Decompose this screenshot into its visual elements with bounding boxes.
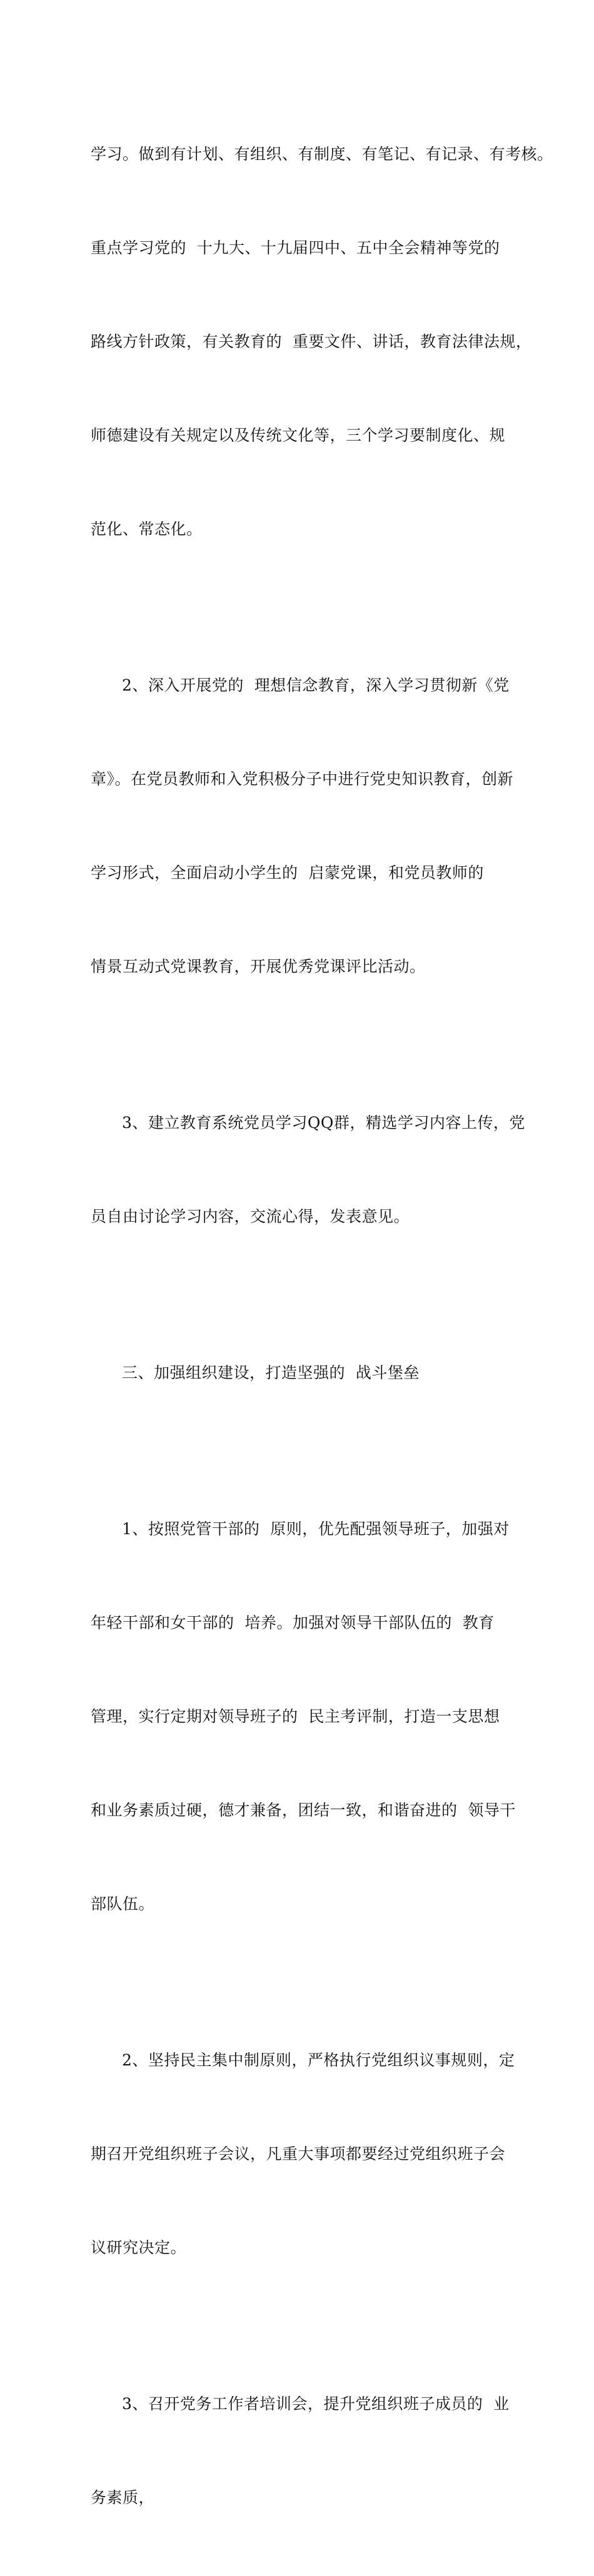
text-line: 期召开党组织班子会议，凡重大事项都要经过党组织班子会 xyxy=(91,2145,506,2163)
paragraph-item-2-democratic-centralism xyxy=(91,1982,515,2326)
text-line: 重点学习党的 十九大、十九届四中、五中全会精神等党的 xyxy=(91,239,500,257)
text-line: 和业务素质过硬，德才兼备，团结一致，和谐奋进的 领导干 xyxy=(91,1801,516,1819)
text-line: 务素质， xyxy=(91,2489,155,2507)
text-line: 部队伍。 xyxy=(91,1895,155,1913)
text-line: 1、按照党管干部的 原则，优先配强领导班子，加强对 xyxy=(122,1520,510,1538)
paragraph-study-requirements xyxy=(91,76,553,607)
text-line: 情景互动式党课教育，开展优秀党课评比活动。 xyxy=(91,957,426,976)
text-line: 范化、常态化。 xyxy=(91,520,203,538)
section-heading: 三、加强组织建设，打造坚强的 战斗堡垒 xyxy=(122,1364,420,1382)
text-line: 3、召开党务工作者培训会，提升党组织班子成员的 业 xyxy=(122,2395,510,2413)
text-line: 议研究决定。 xyxy=(91,2239,187,2257)
paragraph-item-3-qq-group xyxy=(91,1045,525,1295)
text-line: 章》。在党员教师和入党积极分子中进行党史知识教育，创新 xyxy=(91,770,514,788)
text-line: 2、坚持民主集中制原则，严格执行党组织议事规则，定 xyxy=(122,2051,515,2069)
text-line: 路线方针政策，有关教育的 重要文件、讲话，教育法律法规， xyxy=(91,332,532,351)
paragraph-item-3-training xyxy=(91,2326,510,2576)
text-line: 师德建设有关规定以及传统文化等，三个学习要制度化、规 xyxy=(91,426,506,444)
paragraph-item-1-leadership xyxy=(91,1451,516,1982)
text-line: 员自由讨论学习内容，交流心得，发表意见。 xyxy=(91,1207,410,1226)
paragraph-item-2-ideals-education xyxy=(91,607,514,1045)
text-line: 年轻干部和女干部的 培养。加强对领导干部队伍的 教育 xyxy=(91,1614,495,1632)
text-line: 学习形式，全面启动小学生的 启蒙党课，和党员教师的 xyxy=(91,864,484,882)
text-line: 学习。做到有计划、有组织、有制度、有笔记、有记录、有考核。 xyxy=(91,145,553,163)
text-line: 管理，实行定期对领导班子的 民主考评制，打造一支思想 xyxy=(91,1707,500,1725)
text-line: 3、建立教育系统党员学习QQ群，精选学习内容上传，党 xyxy=(122,1114,525,1132)
section-heading-organization-building xyxy=(91,1295,510,1451)
document-body xyxy=(91,76,553,2576)
text-line: 2、深入开展党的 理想信念教育，深入学习贯彻新《党 xyxy=(122,676,510,694)
